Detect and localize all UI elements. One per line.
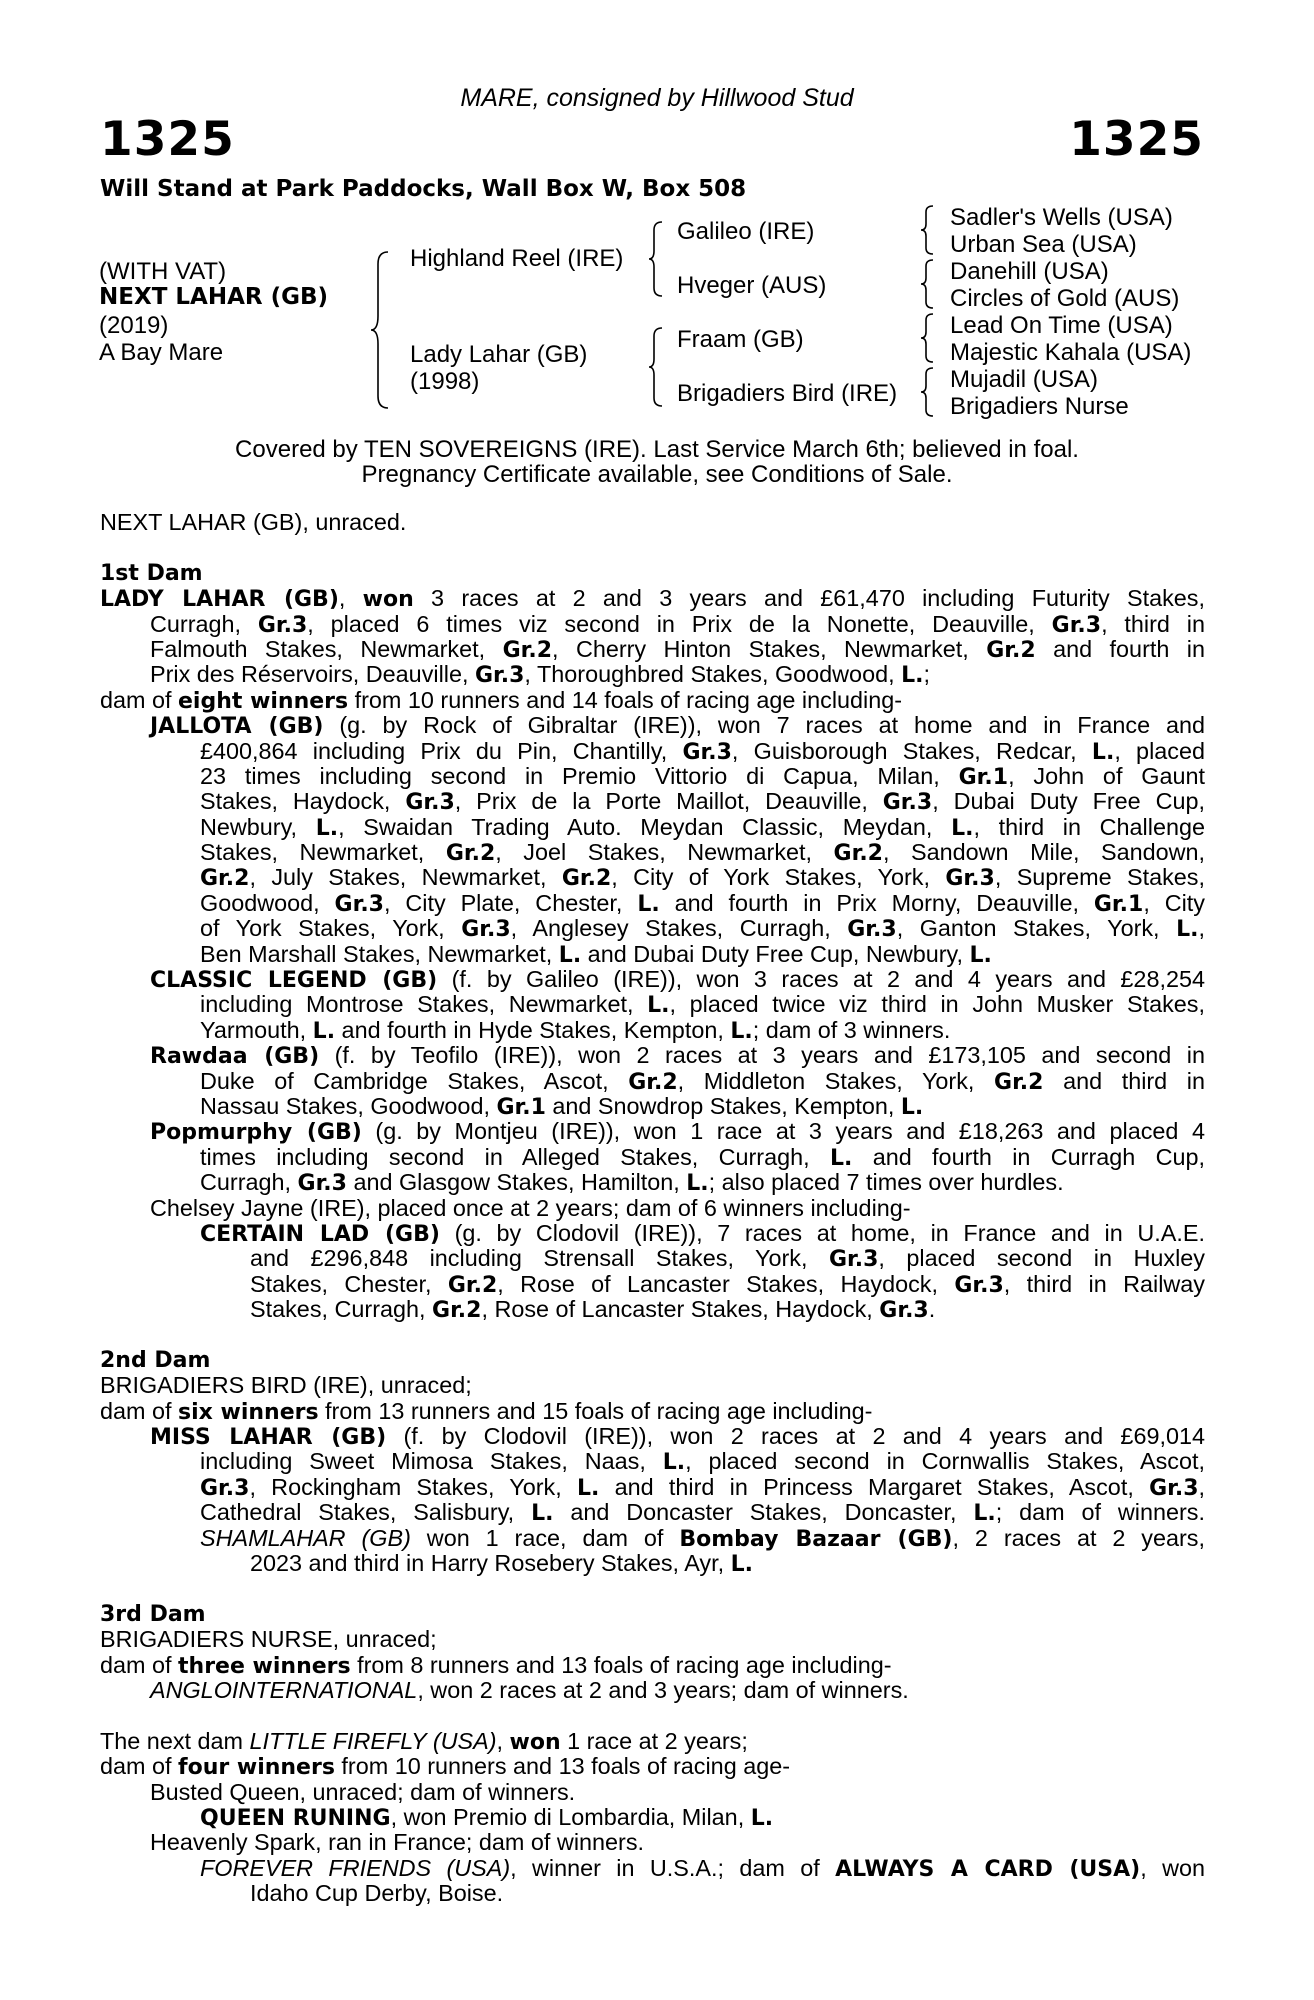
horse-name: NEXT LAHAR (GB)	[99, 284, 329, 310]
rawdaa-line-3: Nassau Stakes, Goodwood, Gr.1 and Snowdrop Stakes, Kempton, L.	[200, 1092, 924, 1120]
dam-dam: Brigadiers Bird (IRE)	[677, 380, 898, 407]
third-dam-produce-summary: dam of three winners from 8 runners and 13 foals of racing age including-	[100, 1651, 892, 1679]
brace-dam	[648, 326, 666, 408]
jallota-line-10: Ben Marshall Stakes, Newmarket, L. and Dubai Duty Free Cup, Newbury, L.	[200, 940, 992, 968]
dam-sire: Fraam (GB)	[677, 326, 804, 353]
first-dam-produce-summary: dam of eight winners from 10 runners and 14 foals of racing age including-	[100, 686, 903, 714]
jallota-line-1: JALLOTA (GB) (g. by Rock of Gibraltar (IRE)), won 7 races at home and in France and	[150, 712, 1205, 740]
first-dam-line-2: Curragh, Gr.3, placed 6 times viz second in Prix de la Nonette, Deauville, Gr.3, third in	[150, 610, 1205, 638]
classic-legend-line-3: Yarmouth, L. and fourth in Hyde Stakes, Kempton, L.; dam of 3 winners.	[200, 1016, 951, 1044]
certain-lad-line-2: and £296,848 including Strensall Stakes, York, Gr.3, placed second in Huxley	[250, 1245, 1205, 1273]
dam-name: Lady Lahar (GB)	[410, 341, 588, 368]
popmurphy-line-3: Curragh, Gr.3 and Glasgow Stakes, Hamilton, L.; also placed 7 times over hurdles.	[200, 1169, 1064, 1197]
miss-lahar-line-2: including Sweet Mimosa Stakes, Naas, L., placed second in Cornwallis Stakes, Ascot,	[200, 1448, 1205, 1476]
great-grandparent-5: Lead On Time (USA)	[950, 312, 1173, 339]
consignment-line: MARE, consigned by Hillwood Stud	[460, 84, 854, 112]
horse-description: A Bay Mare	[99, 339, 224, 366]
certain-lad-line-3: Stakes, Chester, Gr.2, Rose of Lancaster Stakes, Haydock, Gr.3, third in Railway	[250, 1270, 1205, 1298]
great-grandparent-6: Majestic Kahala (USA)	[950, 339, 1192, 366]
shamlahar-line-2: 2023 and third in Harry Rosebery Stakes, Ayr, L.	[250, 1550, 754, 1578]
horse-year: (2019)	[99, 312, 169, 339]
next-dam-line-1: The next dam LITTLE FIREFLY (USA), won 1 race at 2 years;	[100, 1727, 748, 1755]
great-grandparent-4: Circles of Gold (AUS)	[950, 285, 1180, 312]
third-dam-line-1: BRIGADIERS NURSE, unraced;	[100, 1626, 437, 1653]
great-grandparent-8: Brigadiers Nurse	[950, 393, 1129, 420]
certain-lad-line-1: CERTAIN LAD (GB) (g. by Clodovil (IRE)), 7 races at home, in France and in U.A.E.	[200, 1219, 1205, 1247]
great-grandparent-3: Danehill (USA)	[950, 258, 1109, 285]
certain-lad-line-4: Stakes, Curragh, Gr.2, Rose of Lancaster Stakes, Haydock, Gr.3.	[250, 1296, 936, 1324]
jallota-line-5: Newbury, L., Swaidan Trading Auto. Meydan Classic, Meydan, L., third in Challenge	[200, 813, 1205, 841]
miss-lahar-line-1: MISS LAHAR (GB) (f. by Clodovil (IRE)), won 2 races at 2 and 4 years and £69,014	[150, 1423, 1205, 1451]
sire-dam: Hveger (AUS)	[677, 272, 827, 299]
great-grandparent-7: Mujadil (USA)	[950, 366, 1099, 393]
sire-sire: Galileo (IRE)	[677, 218, 815, 245]
shamlahar-line-1: SHAMLAHAR (GB) won 1 race, dam of Bombay Bazaar (GB), 2 races at 2 years,	[200, 1524, 1205, 1552]
jallota-line-3: 23 times including second in Premio Vittorio di Capua, Milan, Gr.1, John of Gaunt	[200, 762, 1205, 790]
classic-legend-line-1: CLASSIC LEGEND (GB) (f. by Galileo (IRE)), won 3 races at 2 and 4 years and £28,254	[150, 966, 1205, 994]
brace-g3	[920, 312, 936, 364]
rawdaa-line-1: Rawdaa (GB) (f. by Teofilo (IRE)), won 2 races at 3 years and £173,105 and second in	[150, 1042, 1205, 1070]
brace-g4	[920, 366, 936, 418]
jallota-line-2: £400,864 including Prix du Pin, Chantilly, Gr.3, Guisborough Stakes, Redcar, L., placed	[200, 737, 1205, 765]
forever-friends-line-1: FOREVER FRIENDS (USA), winner in U.S.A.; dam of ALWAYS A CARD (USA), won	[200, 1854, 1205, 1882]
second-dam-produce-summary: dam of six winners from 13 runners and 15 foals of racing age including-	[100, 1397, 873, 1425]
jallota-line-8: Goodwood, Gr.3, City Plate, Chester, L. and fourth in Prix Morny, Deauville, Gr.1, City	[200, 889, 1206, 917]
second-dam-heading: 2nd Dam	[100, 1347, 211, 1373]
jallota-line-4: Stakes, Haydock, Gr.3, Prix de la Porte Maillot, Deauville, Gr.3, Dubai Duty Free Cup,	[200, 788, 1205, 816]
queen-runing-line: QUEEN RUNING, won Premio di Lombardia, Milan, L.	[200, 1803, 774, 1831]
heavenly-spark-line: Heavenly Spark, ran in France; dam of winners.	[150, 1829, 645, 1856]
anglointernational-line: ANGLOINTERNATIONAL, won 2 races at 2 and 3 years; dam of winners.	[150, 1676, 909, 1703]
brace-main	[370, 250, 394, 410]
forever-friends-line-2: Idaho Cup Derby, Boise.	[250, 1880, 504, 1907]
stand-location: Will Stand at Park Paddocks, Wall Box W, Box 508	[100, 176, 747, 202]
miss-lahar-line-4: Cathedral Stakes, Salisbury, L. and Doncaster Stakes, Doncaster, L.; dam of winners.	[200, 1499, 1206, 1527]
brace-g1	[920, 204, 936, 256]
lot-number-right: 1325	[1069, 112, 1204, 167]
lot-number-left: 1325	[100, 112, 235, 167]
rawdaa-line-2: Duke of Cambridge Stakes, Ascot, Gr.2, Middleton Stakes, York, Gr.2 and third in	[200, 1067, 1205, 1095]
jallota-line-7: Gr.2, July Stakes, Newmarket, Gr.2, City of York Stakes, York, Gr.3, Supreme Stakes,	[200, 864, 1205, 892]
miss-lahar-line-3: Gr.3, Rockingham Stakes, York, L. and third in Princess Margaret Stakes, Ascot, Gr.3,	[200, 1473, 1206, 1501]
busted-queen-line: Busted Queen, unraced; dam of winners.	[150, 1778, 576, 1805]
next-dam-produce-summary: dam of four winners from 10 runners and 13 foals of racing age-	[100, 1753, 791, 1781]
popmurphy-line-1: Popmurphy (GB) (g. by Montjeu (IRE)), won 1 race at 3 years and £18,263 and placed 4	[150, 1118, 1205, 1146]
produce-record	[100, 510, 1205, 1906]
brace-sire	[648, 220, 666, 298]
chelsey-jayne-line: Chelsey Jayne (IRE), placed once at 2 years; dam of 6 winners including-	[150, 1194, 911, 1221]
brace-g2	[920, 258, 936, 310]
first-dam-heading: 1st Dam	[100, 560, 203, 586]
jallota-line-9: of York Stakes, York, Gr.3, Anglesey Stakes, Curragh, Gr.3, Ganton Stakes, York, L.,	[200, 915, 1205, 943]
great-grandparent-1: Sadler's Wells (USA)	[950, 204, 1173, 231]
popmurphy-line-2: times including second in Alleged Stakes, Curragh, L. and fourth in Curragh Cup,	[200, 1143, 1206, 1171]
third-dam-heading: 3rd Dam	[100, 1601, 206, 1627]
sire-name: Highland Reel (IRE)	[410, 245, 624, 272]
first-dam-line-3: Falmouth Stakes, Newmarket, Gr.2, Cherry Hinton Stakes, Newmarket, Gr.2 and fourth in	[150, 635, 1205, 663]
dam-year: (1998)	[410, 368, 480, 395]
covering-line-2: Pregnancy Certificate available, see Conditions of Sale.	[361, 461, 953, 488]
second-dam-line-1: BRIGADIERS BIRD (IRE), unraced;	[100, 1372, 472, 1399]
jallota-line-6: Stakes, Newmarket, Gr.2, Joel Stakes, Newmarket, Gr.2, Sandown Mile, Sandown,	[200, 839, 1206, 867]
great-grandparent-2: Urban Sea (USA)	[950, 231, 1137, 258]
covering-line-1: Covered by TEN SOVEREIGNS (IRE). Last Service March 6th; believed in foal.	[235, 436, 1079, 463]
classic-legend-line-2: including Montrose Stakes, Newmarket, L., placed twice viz third in John Musker Stakes,	[200, 991, 1205, 1019]
first-dam-line-1: LADY LAHAR (GB), won 3 races at 2 and 3 years and £61,470 including Futurity Stakes,	[100, 585, 1205, 613]
intro-line: NEXT LAHAR (GB), unraced.	[100, 509, 407, 535]
vat-note: (WITH VAT)	[99, 258, 227, 285]
first-dam-line-4: Prix des Réservoirs, Deauville, Gr.3, Thoroughbred Stakes, Goodwood, L.;	[150, 661, 930, 689]
